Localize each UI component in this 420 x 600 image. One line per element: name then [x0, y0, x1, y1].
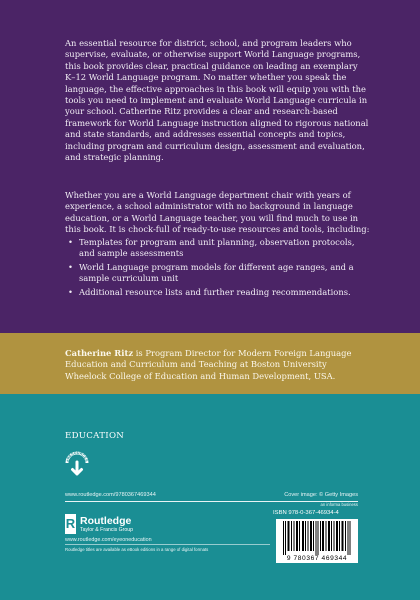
author-bio-text: is Program Director for Modern Foreign Language Education and Curriculum and Teaching at Boston University Wheelock College of Education and Human Development, USA. — [65, 348, 352, 381]
isbn-label: ISBN 978-0-367-46934-4 — [273, 510, 339, 516]
cover-credit: Cover image: © Getty Images — [284, 492, 358, 498]
routledge-logo-letter: R — [65, 516, 76, 531]
list-item — [65, 237, 370, 260]
ebook-note: Routledge titles are available as eBook editions in a range of digital formats — [65, 547, 209, 552]
list-item — [65, 262, 370, 285]
eresources-url[interactable]: www.routledge.com/9780367469344 — [65, 492, 156, 498]
divider — [65, 501, 358, 502]
bullet-icon: • — [68, 286, 73, 297]
author-panel — [0, 333, 420, 394]
divider — [65, 544, 270, 545]
publisher-group: Taylor & Francis Group — [80, 527, 134, 533]
imprint-note: an informa business — [320, 502, 358, 507]
eresources-label: eRESOURCES — [65, 450, 89, 462]
barcode-icon — [276, 521, 358, 555]
list-item — [65, 287, 370, 298]
barcode — [276, 519, 358, 563]
list-item-text: World Language program models for different age ranges, and a sample curriculum unit — [79, 261, 354, 284]
book-description: An essential resource for district, school, and program leaders who supervise, evaluate, or otherwise support World Language programs, this book provides clear, practical guidance on leading an exemplary K–12 World Language program. No matter whether you speak the language, the effective approaches in this book will equip you with the tools you need to implement and evaluate World Language curricula in your school. Catherine Ritz provides a clear and research-based framework for World Language instruction aligned to rigorous national and state standards, and addresses essential concepts and topics, including program and curriculum design, assessment and evaluation, and strategic planning. — [65, 38, 369, 163]
publisher-url[interactable]: www.routledge.com/eyeoneducation — [65, 537, 152, 543]
publisher-name: Routledge — [80, 515, 132, 527]
publisher-panel — [0, 394, 420, 600]
resource-list — [65, 237, 370, 300]
list-item-text: Additional resource lists and further reading recommendations. — [79, 286, 351, 297]
barcode-digits: 9 780367 469344 — [286, 555, 348, 562]
subject-category: EDUCATION — [65, 431, 125, 441]
author-bio — [65, 348, 370, 382]
resources-intro: Whether you are a World Language department chair with years of experience, a school administrator with no background in language education, or a World Language teacher, you will find much to use in this book. It is chock-full of ready-to-use resources and tools, including: — [65, 190, 370, 235]
eresources-icon — [64, 450, 90, 476]
author-name: Catherine Ritz — [65, 348, 134, 358]
bullet-icon: • — [68, 261, 73, 272]
bullet-icon: • — [68, 237, 73, 247]
list-item-text: Templates for program and unit planning, observation protocols, and sample assessments — [79, 237, 355, 259]
